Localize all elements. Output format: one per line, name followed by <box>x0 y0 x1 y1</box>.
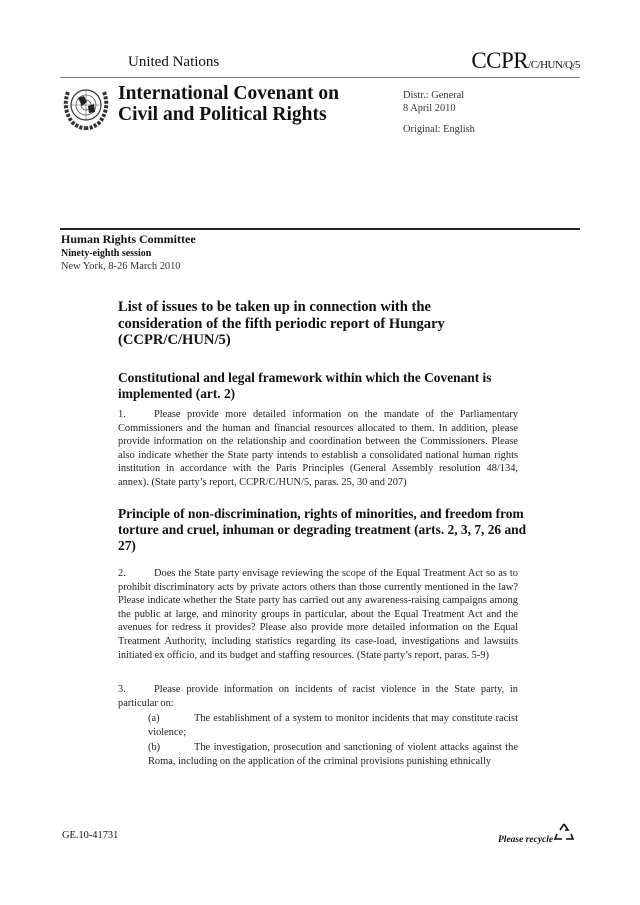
subitem-label: (a) <box>148 713 160 724</box>
un-emblem-icon <box>60 82 112 130</box>
symbol-suffix: /C/HUN/Q/5 <box>528 59 580 71</box>
subitem-label: (b) <box>148 742 161 753</box>
distribution-block <box>403 89 475 136</box>
covenant-title-line1: International Covenant on <box>118 83 340 104</box>
covenant-title-line2: Civil and Political Rights <box>118 104 327 125</box>
paragraph-text: Does the State party envisage reviewing the scope of the Equal Treatment Act so as to prohibit discriminatory acts by private actors others than those currently mentioned in the law? Please indicate whether the State party has carried out any awareness-raising campaigns among the public at large, and minority groups in particular, about the Equal Treatment Act and the avenues for redress it provides? Please also provide more detailed information on the Equal Treatment Authority, including statistics regarding its case-load, investigations and lawsuits initiated ex officio, and its budget and staffing resources. (State party’s report, paras. 5-9) <box>118 568 518 661</box>
committee-name: Human Rights Committee <box>61 232 196 246</box>
recycle-text: Please recycle <box>498 835 554 845</box>
subitem-text: The investigation, prosecution and sanctioning of violent attacks against the Roma, including on the application of the criminal provisions punishing ethnically <box>148 742 518 767</box>
paragraph-text: Please provide more detailed information on the mandate of the Parliamentary Commissioners and the human and financial resources allocated to them. In addition, please provide information on the relationship and coordination between the Commissioners. Please also indicate whether the State party intends to establish a consolidated national human rights institution in accordance with the Paris Principles (General Assembly resolution 48/134, annex). (State party’s report, CCPR/C/HUN/5, paras. 25, 30 and 207) <box>118 409 518 488</box>
section-heading-2: Principle of non-discrimination, rights of minorities, and freedom from torture and cruel, inhuman or degrading treatment (arts. 2, 3, 7, 26 and 27) <box>118 506 527 553</box>
section-heading-1: Constitutional and legal framework within which the Covenant is implemented (art. 2) <box>118 370 492 401</box>
header-rule <box>60 77 580 78</box>
recycle-icon <box>553 822 575 847</box>
original-language: Original: English <box>403 124 475 135</box>
subitem-a <box>148 712 518 739</box>
paragraph-number: 3. <box>118 684 126 695</box>
thick-rule <box>60 228 580 230</box>
job-number: GE.10-41731 <box>62 830 119 841</box>
paragraph-1 <box>118 408 518 490</box>
paragraph-2 <box>118 567 518 662</box>
covenant-title <box>118 83 339 125</box>
document-symbol <box>471 48 580 74</box>
symbol-main: CCPR <box>471 48 529 73</box>
subitem-b <box>148 741 518 768</box>
organization-name: United Nations <box>128 54 220 70</box>
issue-date: 8 April 2010 <box>403 103 456 114</box>
paragraph-number: 2. <box>118 568 126 579</box>
paragraph-3 <box>118 683 518 710</box>
subitem-text: The establishment of a system to monitor incidents that may constitute racist violence; <box>148 713 518 738</box>
recycle-notice <box>498 822 575 847</box>
document-title: List of issues to be taken up in connection with the consideration of the fifth periodic report of Hungary (CCPR/C/HUN/5) <box>118 299 445 349</box>
session: Ninety-eighth session <box>61 248 152 259</box>
paragraph-text: Please provide information on incidents of racist violence in the State party, in particular on: <box>118 684 518 709</box>
place-dates: New York, 8-26 March 2010 <box>61 261 181 272</box>
committee-block <box>61 232 196 273</box>
paragraph-number: 1. <box>118 409 126 420</box>
distribution: Distr.: General <box>403 90 465 101</box>
